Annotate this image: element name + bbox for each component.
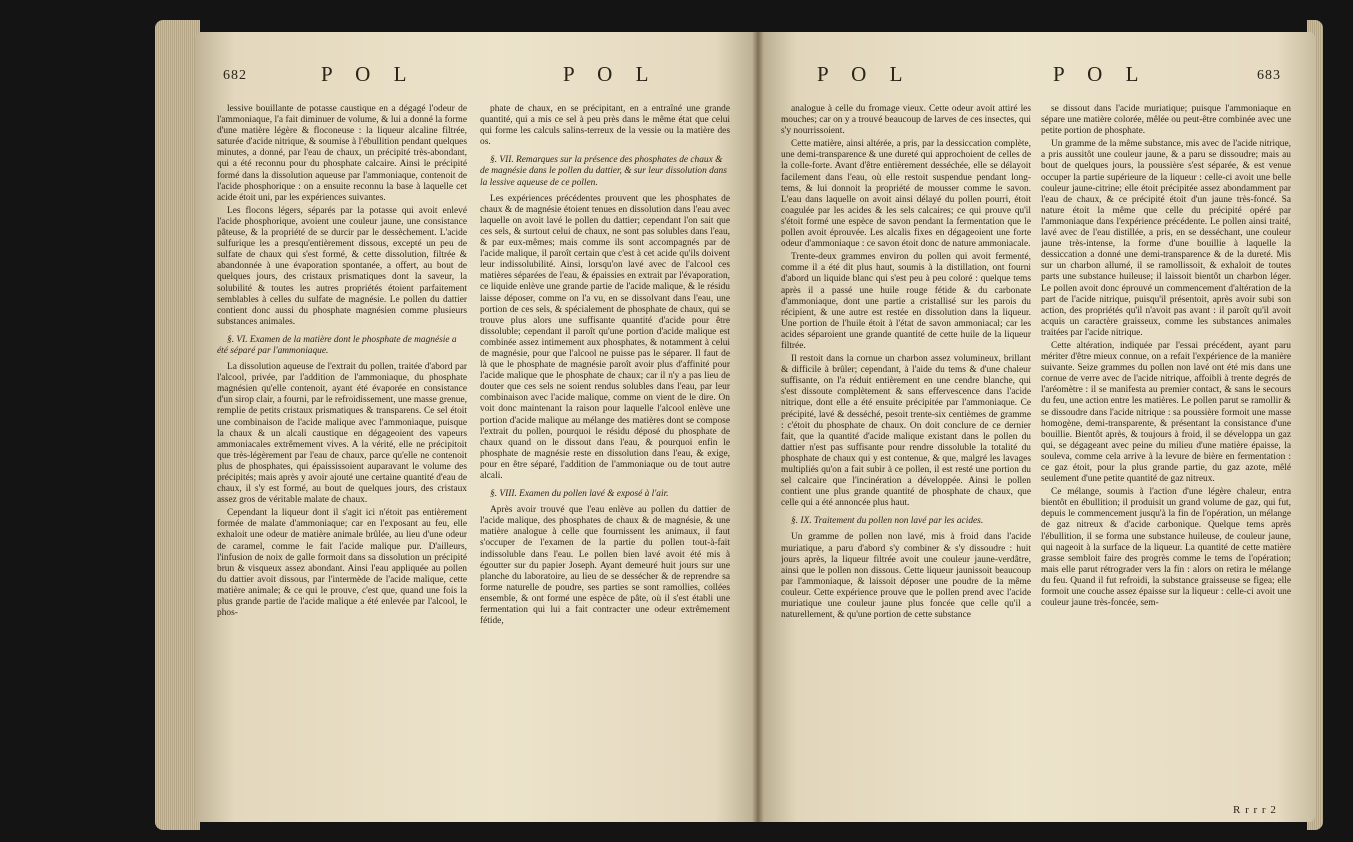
- column-2: [480, 104, 730, 804]
- paragraph: lessive bouillante de potasse caustique en a dégagé l'odeur de l'ammoniaque, l'a fait diminuer de volume, & lui a donné la forme d'une matière légère & floconeuse : la liqueur alcaline filtrée, saturée d'acide nitrique, & soumise à l'ébullition pendant quelques minutes, a donné, par l'eau de chaux, un précipité très-abondant, qui a été reconnu pour du phosphate calcaire. Ainsi le précipité formé dans la dissolution aqueuse par l'ammoniaque, contenoit de l'acide phosphorique : on a ensuite reconnu la base à laquelle cet acide étoit uni, par les expériences suivantes.: [217, 104, 467, 203]
- paragraph: phate de chaux, en se précipitant, en a entraîné une grande quantité, qui a mis ce sel à peu près dans le même état que celui qui forme les calculs salins-terreux de la vessie ou la matière des os.: [480, 104, 730, 148]
- section-heading: §. VI. Examen de la matière dont le phosphate de magnésie a été séparé par l'ammoniaque.: [217, 334, 457, 356]
- book-gutter: [752, 32, 764, 822]
- paragraph: Cependant la liqueur dont il s'agit ici n'étoit pas entièrement formée de malate d'ammoniaque; car en l'exposant au feu, elle exhaloit une odeur de matière animale brûlée, au lieu d'une odeur de caramel, comme le fait l'acide malique pur. D'ailleurs, l'infusion de noix de galle formoit dans sa dissolution un précipité brun & visqueux assez abondant. Ainsi l'eau appliquée au pollen du dattier avoit dissous, par l'intermède de l'acide malique, cette matière animale; & ce qui le prouve, c'est que, quand une fois la plus grande partie de l'acide malique a été enlevée par l'alcool, le phos-: [217, 508, 467, 619]
- left-page: [195, 32, 757, 822]
- paragraph: Un gramme de la même substance, mis avec de l'acide nitrique, a pris aussitôt une couleur jaune, & a paru se dissoudre; mais au bout de quelques jours, la poussière s'est séparée, & est venue occuper la partie supérieure de la liqueur : celle-ci avoit une belle couleur jaune-citrine; elle étoit précipitée assez abondamment par l'eau de chaux, & ce précipité étoit d'un jaune très-foncé. Sa nature étoit la même que celle du précipité opéré par l'ammoniaque dans l'expérience précédente. Le pollen ainsi traité, lavé avec de l'eau distillée, a pris, en se desséchant, une couleur jaune très-intense, la forme d'une bouillie à laquelle la dessiccation a donné une demi-transparence & de la dureté. Mis sur un charbon allumé, il se ramollissoit, & exhaloit de toutes parts une substance huileuse; il laissoit bientôt un charbon léger. Le pollen avoit donc éprouvé un commencement d'altération de la part de l'acide nitrique, puisqu'il présentoit, après avoir subi son action, des propriétés qu'il n'avoit pas avant : il paroît qu'il avoit acquis un caractère graisseux, comme les substances animales traitées par l'acide nitrique.: [1041, 139, 1291, 338]
- running-head-2: P O L: [1053, 62, 1148, 86]
- paragraph: Trente-deux grammes environ du pollen qui avoit fermenté, comme il a été dit plus haut, soumis à la distillation, ont fourni d'abord un liquide blanc qui s'est peu à peu coloré : quelque tems après il a passé une huile rouge fétide & du carbonate d'ammoniaque, dont une partie a cristallisé sur les parois du récipient, & une autre est restée en dissolution dans la liqueur. Une portion de l'huile étoit à l'état de savon ammoniacal; car les acides séparoient une grande quantité de cette huile de la liqueur filtrée.: [781, 252, 1031, 351]
- column-1: [781, 104, 1031, 804]
- column-2: [1041, 104, 1291, 804]
- column-1: [217, 104, 467, 804]
- paragraph: Cette matière, ainsi altérée, a pris, par la dessiccation complète, une demi-transparence & une dureté qui approchoient de celles de la colle-forte. Avant d'être entièrement desséchée, elle se délayoit facilement dans l'eau, où elle restoit suspendue pendant long-tems, & lui donnoit la propriété de mousser comme le savon. L'eau dans laquelle on avoit ainsi délayé du pollen pourri, étoit coagulée par les acides & les sels calcaires; ce qui prouve qu'il s'étoit formé une espèce de savon pendant la fermentation que le pollen avoit éprouvée. Les alcalis fixes en dégageoient une forte odeur d'ammoniaque : ce savon étoit donc de nature ammoniacale.: [781, 139, 1031, 250]
- section-heading: §. VII. Remarques sur la présence des phosphates de chaux & de magnésie dans le pollen du dattier, & sur leur dissolution dans la lessive aqueuse de ce pollen.: [480, 155, 727, 188]
- paragraph: La dissolution aqueuse de l'extrait du pollen, traitée d'abord par l'alcool, privée, par l'addition de l'ammoniaque, du phosphate magnésien qu'elle contenoit, ayant été évaporée en consistance d'un sirop clair, a fourni, par le refroidissement, une masse grenue, remplie de petits cristaux prismatiques & transparens. Ce sel étoit une combinaison de l'acide malique avec l'ammoniaque, puisque la chaux & un alcali caustique en dégageoient des vapeurs ammoniacales extrêmement vives. A la vérité, elle ne précipitoit que très-légèrement par l'eau de chaux, parce qu'elle ne contenoit plus de phosphates, qui épaississoient auparavant le volume des précipités; mais après y avoir ajouté une certaine quantité d'eau de chaux, il s'y est formé, au bout de quelques jours, des cristaux assez gros de véritable malate de chaux.: [217, 362, 467, 506]
- paragraph: Un gramme de pollen non lavé, mis à froid dans l'acide muriatique, a paru d'abord s'y combiner & s'y dissoudre : huit jours après, la liqueur filtrée avoit une couleur jaune-verdâtre, ainsi que le pollen non dissous. Cette liqueur jaunissoit beaucoup par l'ammoniaque, & laissoit déposer une poudre de la même couleur. Cette expérience prouve que le pollen prend avec l'acide muriatique une couleur jaune plus foncée que celle qu'il a naturellement, & qu'une portion de cette substance: [781, 532, 1031, 621]
- page-number: 683: [1257, 68, 1281, 83]
- running-head: P O L: [321, 62, 416, 86]
- paragraph: Après avoir trouvé que l'eau enlève au pollen du dattier de l'acide malique, des phosphates de chaux & de magnésie, & une matière analogue à celle que fournissent les animaux, il faut s'occuper de l'examen de la partie du pollen tout-à-fait indissoluble dans l'eau. Le pollen bien lavé avoit été mis à égoutter sur du papier Joseph. Ayant demeuré huit jours sur une planche du laboratoire, au lieu de se dessécher & de reprendre sa forme naturelle de poudre, ses parties se sont ramollies, collées ensemble, & ont formé une espèce de pâte, où il s'est établi une fermentation qui lui a fait contracter une odeur extrêmement fétide,: [480, 505, 730, 627]
- paragraph: se dissout dans l'acide muriatique; puisque l'ammoniaque en sépare une matière colorée, mêlée ou peut-être combinée avec une petite portion de phosphate.: [1041, 104, 1291, 137]
- section-heading: §. VIII. Examen du pollen lavé & exposé à l'air.: [490, 489, 669, 500]
- running-head: P O L: [817, 62, 912, 86]
- paragraph: Cette altération, indiquée par l'essai précédent, ayant paru mériter d'être mieux connue, on a refait l'expérience de la manière suivante. Seize grammes du pollen non lavé ont été mis dans une cornue de verre avec de l'acide nitrique, affoibli à trente degrés de l'aréomètre : il se manifesta au premier contact, & sans le secours du feu, une action entre les matières. Le pollen parut se ramollir & se dissoudre dans l'acide nitrique : sa poussière formoit une masse homogène, demi-transparente, & présentant la consistance d'une bouillie. Bientôt après, & toujours à froid, il se développa un gaz qui, se dégageant avec peine du milieu d'une matière épaisse, la souleva, comme cela arrive à la levure de bière en fermentation : ce gaz étoit, pour la plus grande partie, du gaz azote, mêlé seulement d'une petite quantité de gaz nitreux.: [1041, 340, 1291, 485]
- paragraph: Ce mélange, soumis à l'action d'une légère chaleur, entra bientôt en ébullition; il produisit un grand volume de gaz, qui fut, depuis le commencement jusqu'à la fin de l'opération, un mélange de gaz nitreux & d'acide carbonique. Quelque tems après l'ébullition, il se forma une substance huileuse, de couleur jaune, qui nageoit à la surface de la liqueur. La quantité de cette matière grasse sembloit faire des progrès comme le tems de l'opération; mais elle parut rétrograder vers la fin : alors on retira le mélange du feu. Quand il fut refroidi, la substance graisseuse se figea; elle formoit une couche assez épaisse sur la liqueur : celle-ci avoit une couleur jaune très-foncée, sem-: [1041, 487, 1291, 609]
- paragraph: Les expériences précédentes prouvent que les phosphates de chaux & de magnésie étoient tenues en dissolution dans l'eau avec laquelle on avoit lavé le pollen du dattier; cependant l'on sait que ces sels, & surtout celui de chaux, ne sont pas solubles dans l'eau, & par eux-mêmes; mais comme ils sont accompagnés par de l'acide malique, il paroît certain que c'est à cet acide qu'ils doivent leur indissolubilité. Ainsi, lorsqu'on lavé avec de l'alcool ces matières séparées de l'eau, & épaissies en extrait par l'évaporation, ce liquide enlève une grande partie de l'acide malique, & le résidu laisse déposer, comme on l'a vu, en se dissolvant dans l'eau, une portion de ces sels, & spécialement de phosphate de chaux, qui se trouve plus alors une suffisante quantité d'acide pour être dissoluble; cependant il paroît qu'une portion d'acide malique est combinée assez intimement aux phosphates, & notamment à celui de magnésie, pour que l'alcool ne puisse pas le séparer. Il faut de là que le phosphate de magnésie paroît avoir plus d'affinité pour l'acide malique que le phosphate de chaux; car il n'y a pas lieu de douter que ces sels ne soient rendus solubles dans l'eau, par leur combinaison avec l'acide malique, comme on vient de le dire. On voit donc maintenant la raison pour laquelle l'alcool enlève une portion d'acide malique au mélange des matières dont se compose l'extrait du pollen, pourquoi le résidu déposé du phosphate de chaux quand on le dissout dans l'eau, & pourquoi enfin le phosphate de magnésie reste en dissolution dans l'eau, & exige, pour en être séparé, l'addition de l'ammoniaque ou de tout autre alcali.: [480, 193, 730, 481]
- paragraph: Les flocons légers, séparés par la potasse qui avoit enlevé l'acide phosphorique, avoient une couleur jaune, une consistance pâteuse, & la propriété de se durcir par le dessèchement. L'acide sulfurique les a presqu'entièrement dissous, excepté un peu de sulfate de chaux qui s'est formé, & cette dissolution, filtrée & abandonnée à une évaporation spontanée, a offert, au bout de quelques jours, des cristaux prismatiques dont la saveur, la solubilité & toutes les autres propriétés étoient parfaitement semblables à celles du sulfate de magnésie. Le pollen du dattier contient donc aussi du phosphate magnésien comme plusieurs substances animales.: [217, 205, 467, 327]
- section-heading: §. IX. Traitement du pollen non lavé par les acides.: [791, 516, 984, 527]
- running-head-2: P O L: [563, 62, 658, 86]
- right-page: [757, 32, 1315, 822]
- page-number: 682: [223, 68, 247, 83]
- paragraph: Il restoit dans la cornue un charbon assez volumineux, brillant & difficile à brûler; cependant, à l'aide du tems & d'une chaleur suffisante, on l'a réduit entièrement en une cendre blanche, qui s'est dissoute complètement & sans effervescence dans l'acide nitrique, dont elle a été ensuite précipitée par l'ammoniaque. Ce précipité, lavé & desséché, pesoit trente-six centièmes de gramme : c'étoit du phosphate de chaux. On doit conclure de ce dernier fait, que la quantité d'acide malique existant dans le pollen du dattier n'est pas suffisante pour rendre dissoluble la totalité du phosphate de chaux qui y est contenue, & que, malgré les lavages multipliés qu'on a fait subir à ce pollen, il est resté une portion du sel calcaire que l'incinération a développée. Ainsi le pollen contient une plus grande quantité de phosphate de chaux, que celle qui a été annoncée plus haut.: [781, 354, 1031, 509]
- paragraph: analogue à celle du fromage vieux. Cette odeur avoit attiré les mouches; car on y a trouvé beaucoup de larves de ces insectes, qui s'y nourrissoient.: [781, 104, 1031, 137]
- signature-mark: R r r r 2: [1233, 804, 1277, 816]
- page-edges-left: [155, 20, 200, 830]
